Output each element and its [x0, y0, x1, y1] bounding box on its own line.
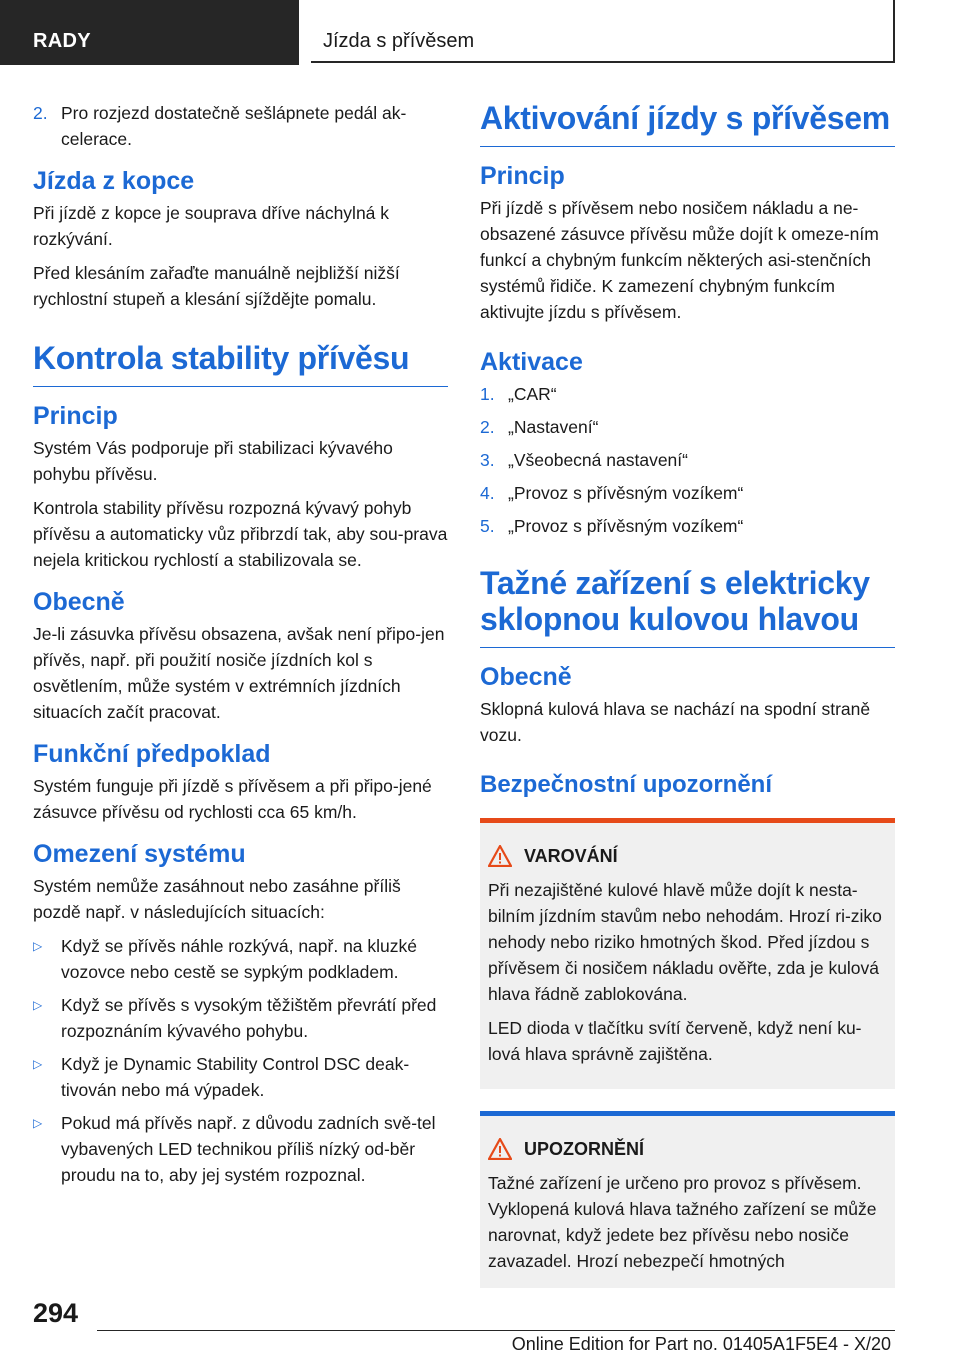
step-number: 5. [480, 516, 495, 536]
principle-heading: Princip [33, 402, 118, 430]
list-item [33, 992, 448, 1044]
triangle-bullet-icon: ▷ [33, 939, 43, 953]
limits-paragraph: Systém nemůže zasáhnout nebo zasáhne příliš pozdě např. v následujících situacích: [33, 876, 401, 922]
warning-title-row [488, 845, 885, 867]
triangle-bullet-icon: ▷ [33, 998, 43, 1012]
step-item [480, 381, 895, 407]
step-item [480, 447, 895, 473]
step-item [480, 513, 895, 539]
step-text: „CAR“ [508, 384, 557, 404]
principle-paragraph-1: Systém Vás podporuje při stabilizaci kývavého pohybu přívěsu. [33, 438, 393, 484]
footer-divider [97, 1330, 895, 1331]
step-item [480, 480, 895, 506]
downhill-paragraph-2: Před klesáním zařaďte manuálně nejbližší nižší rychlostní stupeň a klesání sjíždějte pomalu. [33, 263, 400, 309]
warning-paragraph-2: LED dioda v tlačítku svítí červeně, když není ku-lová hlava správně zajištěna. [488, 1018, 862, 1064]
limits-heading: Omezení systému [33, 840, 246, 868]
activate-heading: Aktivování jízdy s přívěsem [480, 100, 890, 136]
general-heading: Obecně [33, 588, 125, 616]
triangle-bullet-icon: ▷ [33, 1057, 43, 1071]
general-paragraph: Je-li zásuvka přívěsu obsazena, avšak není připo-jen přívěs, např. při použití nosiče jízdních kol s osvětlením, může systém v extrémních jízdních situacích začít pracovat. [33, 624, 445, 722]
section-tab: RADY [0, 0, 299, 65]
warning-box [480, 818, 895, 1089]
page-number: 294 [33, 1298, 79, 1328]
tsc-heading: Kontrola stability přívěsu [33, 340, 410, 376]
list-item-text: Když se přívěs s vysokým těžištěm převrátí před rozpoznáním kývavého pohybu. [61, 995, 437, 1041]
prerequisite-paragraph: Systém funguje při jízdě s přívěsem a při připo-jené zásuvce přívěsu od rychlosti cca 65 km/h. [33, 776, 432, 822]
chapter-title: Jízda s přívěsem [311, 0, 895, 63]
step-number: 2. [480, 417, 495, 437]
list-item [33, 1051, 448, 1103]
step-number: 4. [480, 483, 495, 503]
activation-heading: Aktivace [480, 348, 583, 376]
step-2 [33, 100, 448, 152]
warning-title: VAROVÁNÍ [524, 845, 618, 866]
prerequisite-heading: Funkční předpoklad [33, 740, 271, 768]
general-heading: Obecně [480, 663, 572, 691]
principle-paragraph-2: Kontrola stability přívěsu rozpozná kývavý pohyb přívěsu a automaticky vůz přibrzdí tak, aby sou-prava nejela kritickou rychlostí a stabilizovala se. [33, 498, 448, 570]
hitch-heading-wrap [480, 565, 895, 648]
left-column [33, 100, 448, 1195]
list-item-text: Když se přívěs náhle rozkývá, např. na kluzké vozovce nebo cestě se sypkým podkladem. [61, 936, 418, 982]
triangle-bullet-icon: ▷ [33, 1116, 43, 1130]
step-text: „Provoz s přívěsným vozíkem“ [508, 483, 744, 503]
notice-paragraph: Tažné zařízení je určeno pro provoz s přívěsem. Vyklopená kulová hlava tažného zařízení se může narovnat, když jedete bez přívěsu nebo nosiče zavazadel. Hrozí nebezpečí hmotných [488, 1173, 877, 1271]
downhill-heading: Jízda z kopce [33, 167, 195, 195]
downhill-paragraph-1: Při jízdě z kopce je souprava dříve náchylná k rozkývání. [33, 203, 390, 249]
list-item-text: Když je Dynamic Stability Control DSC deak-tivován nebo má výpadek. [61, 1054, 410, 1100]
step-number: 1. [480, 384, 495, 404]
list-item [33, 933, 448, 985]
notice-box [480, 1111, 895, 1288]
notice-title-row [488, 1138, 885, 1160]
right-column [480, 100, 895, 1302]
list-item [33, 1110, 448, 1188]
notice-title: UPOZORNĚNÍ [524, 1138, 645, 1159]
step-number: 2. [33, 103, 48, 123]
principle-paragraph: Při jízdě s přívěsem nebo nosičem nákladu a ne-obsazené zásuvce přívěsu může dojít k omeze-ním funkcí a chybným funkcím některých asi-stenčních systémů řidiče. K zamezení chybným funkcím aktivujte jízdu s přívěsem. [480, 198, 879, 322]
safety-heading: Bezpečnostní upozornění [480, 771, 773, 798]
activate-heading-wrap [480, 100, 895, 147]
general-paragraph: Sklopná kulová hlava se nachází na spodní straně vozu. [480, 699, 871, 745]
edition-footer: Online Edition for Part no. 01405A1F5E4 - X/20 [511, 1334, 891, 1354]
warning-paragraph-1: Při nezajištěné kulové hlavě může dojít k nesta-bilním jízdním stavům nebo nehodám. Hrozí ri-ziko nehody nebo riziko hmotných škod. Před jízdou s přívěsem či nosičem nákladu ověřte, zda je kulová hlava řádně zablokována. [488, 880, 882, 1004]
step-text: „Nastavení“ [508, 417, 599, 437]
tsc-heading-wrap [33, 340, 448, 387]
step-text: „Všeobecná nastavení“ [508, 450, 688, 470]
step-number: 3. [480, 450, 495, 470]
step-text: Pro rozjezd dostatečně sešlápnete pedál ak-celerace. [61, 103, 407, 149]
step-item [480, 414, 895, 440]
warning-triangle-icon [488, 845, 512, 867]
principle-heading: Princip [480, 162, 565, 190]
list-item-text: Pokud má přívěs např. z důvodu zadních svě-tel vybavených LED technikou příliš nízký od-běr proudu na to, aby jej systém rozpoznal. [61, 1113, 436, 1185]
warning-triangle-icon [488, 1138, 512, 1160]
hitch-heading: Tažné zařízení s elektricky sklopnou kulovou hlavou [480, 565, 870, 637]
step-text: „Provoz s přívěsným vozíkem“ [508, 516, 744, 536]
